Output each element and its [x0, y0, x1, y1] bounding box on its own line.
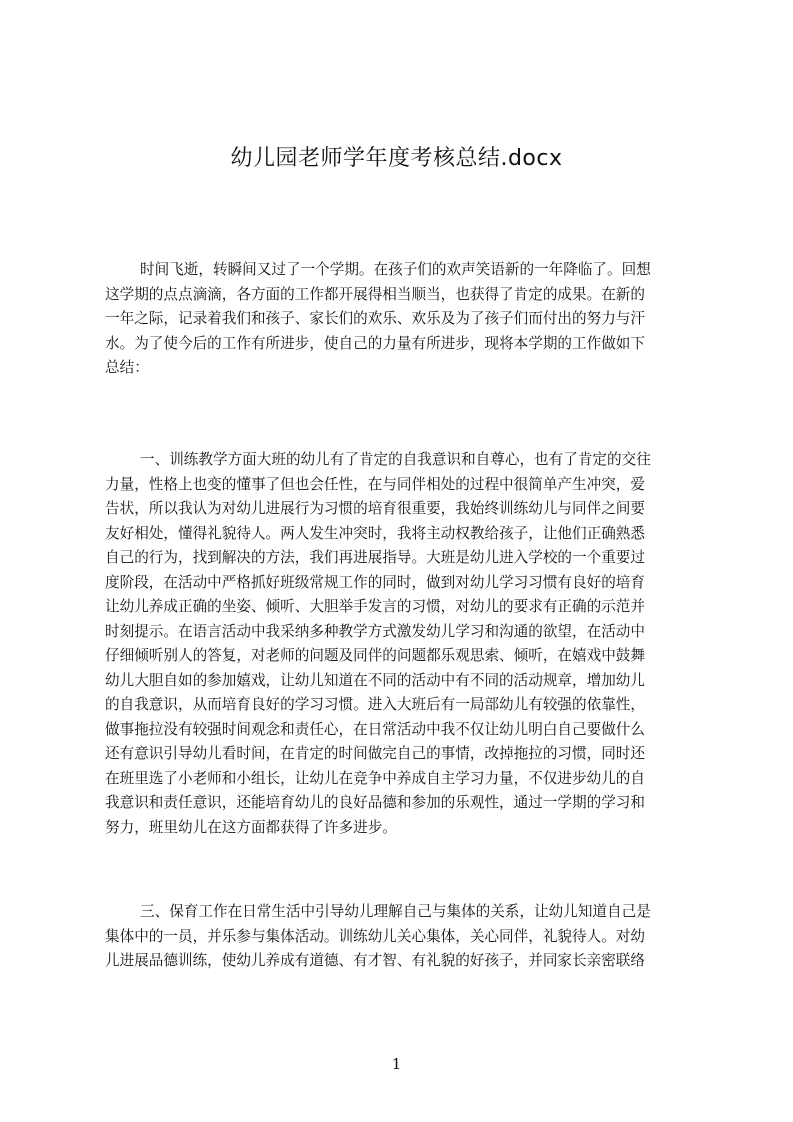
- paragraph-line: 一年之际，记录着我们和孩子、家长们的欢乐、欢乐及为了孩子们而付出的努力与汗: [105, 310, 645, 327]
- page-number: 1: [391, 1055, 402, 1073]
- paragraph-line: 我意识和责任意识，还能培育幼儿的良好品德和参加的乐观性，通过一学期的学习和: [105, 794, 645, 811]
- paragraph-line: 让幼儿养成正确的坐姿、倾听、大胆举手发言的习惯，对幼儿的要求有正确的示范并: [105, 598, 645, 615]
- paragraph-line: 时间飞逝，转瞬间又过了一个学期。在孩子们的欢声笑语新的一年降临了。回想: [140, 261, 651, 278]
- paragraph-line: 自己的行为，找到解决的方法，我们再进展指导。大班是幼儿进入学校的一个重要过: [105, 549, 645, 566]
- paragraph-intro: [105, 258, 700, 381]
- document-body: [105, 0, 700, 1122]
- paragraph-line: 幼儿大胆自如的参加嬉戏，让幼儿知道在不同的活动中有不同的活动规章，增加幼儿: [105, 671, 645, 689]
- paragraph-line: 告状，所以我认为对幼儿进展行为习惯的培育很重要，我始终训练幼儿与同伴之间要: [105, 500, 645, 517]
- paragraph-line: 努力，班里幼儿在这方面都获得了许多进步。: [105, 818, 397, 836]
- paragraph-line: 三、保育工作在日常生活中引导幼儿理解自己与集体的关系，让幼儿知道自己是: [140, 903, 651, 920]
- paragraph-line: 友好相处，懂得礼貌待人。两人发生冲突时，我将主动权教给孩子，让他们正确熟悉: [105, 524, 645, 542]
- paragraph-line: 度阶段，在活动中严格抓好班级常规工作的同时，做到对幼儿学习习惯有良好的培育: [105, 573, 645, 591]
- paragraph-teaching: [105, 448, 700, 840]
- paragraph-line: 在班里选了小老师和小组长，让幼儿在竞争中养成自主学习力量，不仅进步幼儿的自: [105, 769, 645, 787]
- paragraph-care: [105, 900, 700, 974]
- paragraph-line: 做事拖拉没有较强时间观念和责任心，在日常活动中我不仅让幼儿明白自己要做什么: [105, 720, 645, 738]
- paragraph-line: 力量，性格上也变的懂事了但也会任性，在与同伴相处的过程中很简单产生冲突，爱: [105, 475, 645, 493]
- paragraph-line: 的自我意识，从而培育良好的学习习惯。进入大班后有一局部幼儿有较强的依靠性，: [105, 696, 645, 713]
- paragraph-line: 儿进展品德训练，使幼儿养成有道德、有才智、有礼貌的好孩子，并同家长亲密联络: [105, 952, 645, 969]
- paragraph-line: 水。为了使今后的工作有所进步，使自己的力量有所进步，现将本学期的工作做如下: [105, 334, 645, 352]
- paragraph-line: 时刻提示。在语言活动中我采纳多种教学方式激发幼儿学习和沟通的欲望，在活动中: [105, 622, 645, 640]
- paragraph-line: 一、训练教学方面大班的幼儿有了肯定的自我意识和自尊心，也有了肯定的交往: [140, 451, 651, 468]
- paragraph-line: 这学期的点点滴滴，各方面的工作都开展得相当顺当，也获得了肯定的成果。在新的: [105, 285, 645, 303]
- paragraph-line: 集体中的一员，并乐参与集体活动。训练幼儿关心集体，关心同伴，礼貌待人。对幼: [105, 927, 645, 945]
- document-title: 幼儿园老师学年度考核总结.docx: [230, 146, 563, 171]
- paragraph-line: 还有意识引导幼儿看时间，在肯定的时间做完自己的事情，改掉拖拉的习惯，同时还: [105, 745, 645, 762]
- paragraph-line: 总结：: [105, 359, 149, 376]
- paragraph-line: 仔细倾听别人的答复，对老师的问题及同伴的问题都乐观思索、倾听，在嬉戏中鼓舞: [105, 647, 645, 664]
